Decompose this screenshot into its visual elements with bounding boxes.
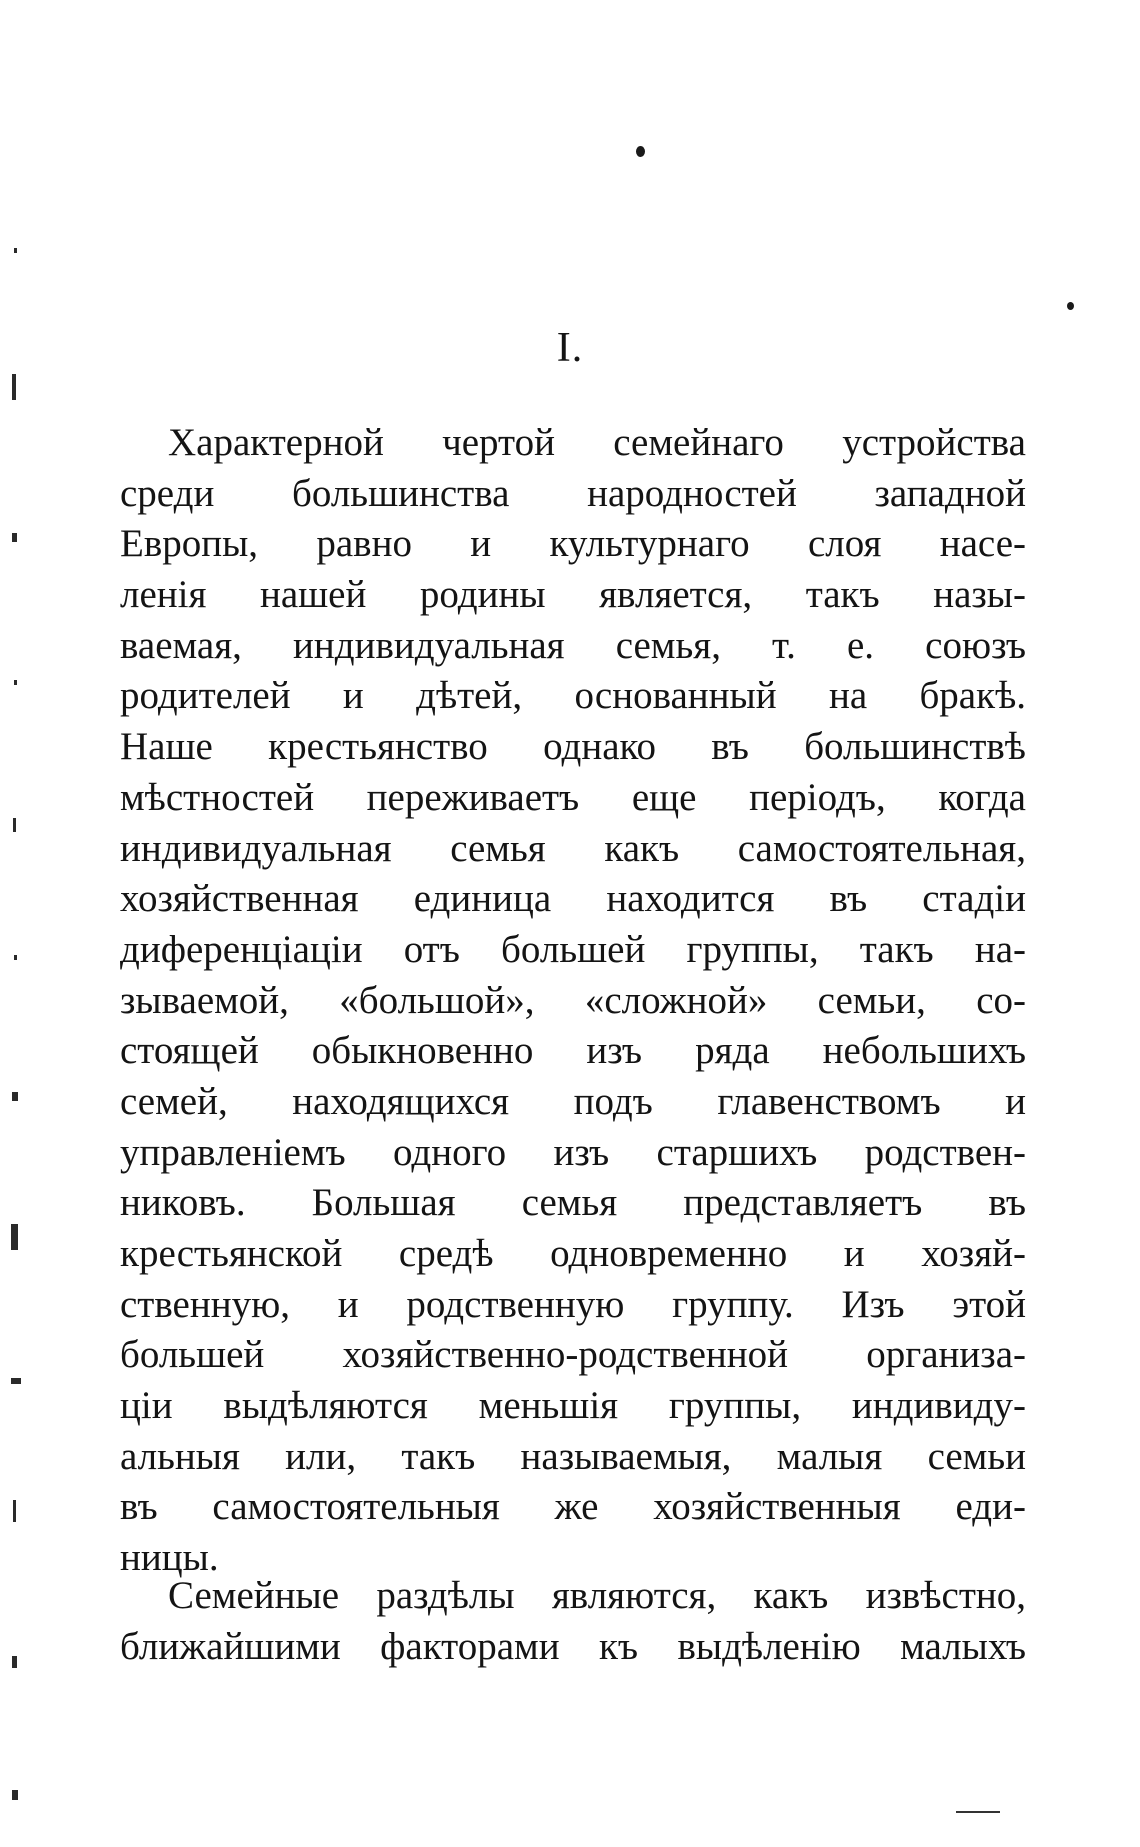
margin-artifact — [14, 248, 17, 253]
margin-artifact — [14, 955, 17, 960]
text-line: мѣстностей переживаетъ еще періодъ, когда — [120, 775, 1026, 819]
text-line: Характерной чертой семейнаго устройства — [168, 421, 1026, 464]
text-line: стоящей обыкновенно изъ ряда небольшихъ — [120, 1029, 1026, 1073]
margin-artifact — [13, 818, 16, 832]
text-line: ціи выдѣляются меньшія группы, индивиду- — [120, 1384, 1026, 1428]
text-line: семей, находящихся подъ главенствомъ и — [120, 1079, 1026, 1123]
text-line: среди большинства народностей западной — [120, 471, 1026, 515]
margin-artifact — [12, 1790, 18, 1800]
margin-artifact — [13, 1500, 16, 1522]
text-line: Семейные раздѣлы являются, какъ извѣстно, — [168, 1574, 1026, 1617]
text-line: альныя или, такъ называемыя, малыя семьи — [120, 1434, 1026, 1478]
paragraph — [120, 418, 1026, 1584]
paragraph — [120, 1571, 1026, 1672]
text-line: управленіемъ одного изъ старшихъ родствен- — [120, 1130, 1026, 1174]
text-line: ницы. — [120, 1536, 219, 1580]
text-line: ленія нашей родины является, такъ назы- — [120, 573, 1026, 617]
margin-artifact — [12, 533, 17, 542]
text-line: въ самостоятельныя же хозяйственныя еди- — [120, 1485, 1026, 1529]
margin-artifact — [14, 680, 17, 685]
text-line: никовъ. Большая семья представляетъ въ — [120, 1181, 1026, 1225]
text-line: большей хозяйственно-родственной организа- — [120, 1333, 1026, 1377]
margin-artifact — [11, 1224, 18, 1250]
text-line: крестьянской средѣ одновременно и хозяй- — [120, 1232, 1026, 1275]
footer-rule — [956, 1811, 1000, 1813]
text-line: хозяйственная единица находится въ стадіи — [120, 877, 1026, 921]
text-line: ваемая, индивидуальная семья, т. е. союзъ — [120, 623, 1026, 667]
margin-artifact — [12, 1092, 18, 1101]
margin-artifact — [12, 1656, 17, 1668]
text-line: родителей и дѣтей, основанный на бракѣ. — [120, 674, 1026, 718]
scan-speck — [636, 146, 645, 157]
text-line: Европы, равно и культурнаго слоя насе- — [120, 522, 1026, 566]
scan-speck — [1067, 302, 1074, 310]
text-line: зываемой, «большой», «сложной» семьи, со- — [120, 978, 1026, 1022]
text-line: Наше крестьянство однако въ большинствѣ — [120, 725, 1026, 769]
text-line: ближайшими факторами къ выдѣленію малыхъ — [120, 1624, 1026, 1668]
text-line: ственную, и родственную группу. Изъ этой — [120, 1282, 1026, 1326]
chapter-number: I. — [556, 325, 584, 371]
text-line: диференціаціи отъ большей группы, такъ на- — [120, 927, 1026, 971]
margin-artifact — [11, 1378, 21, 1384]
text-line: индивидуальная семья какъ самостоятельная, — [120, 826, 1026, 870]
